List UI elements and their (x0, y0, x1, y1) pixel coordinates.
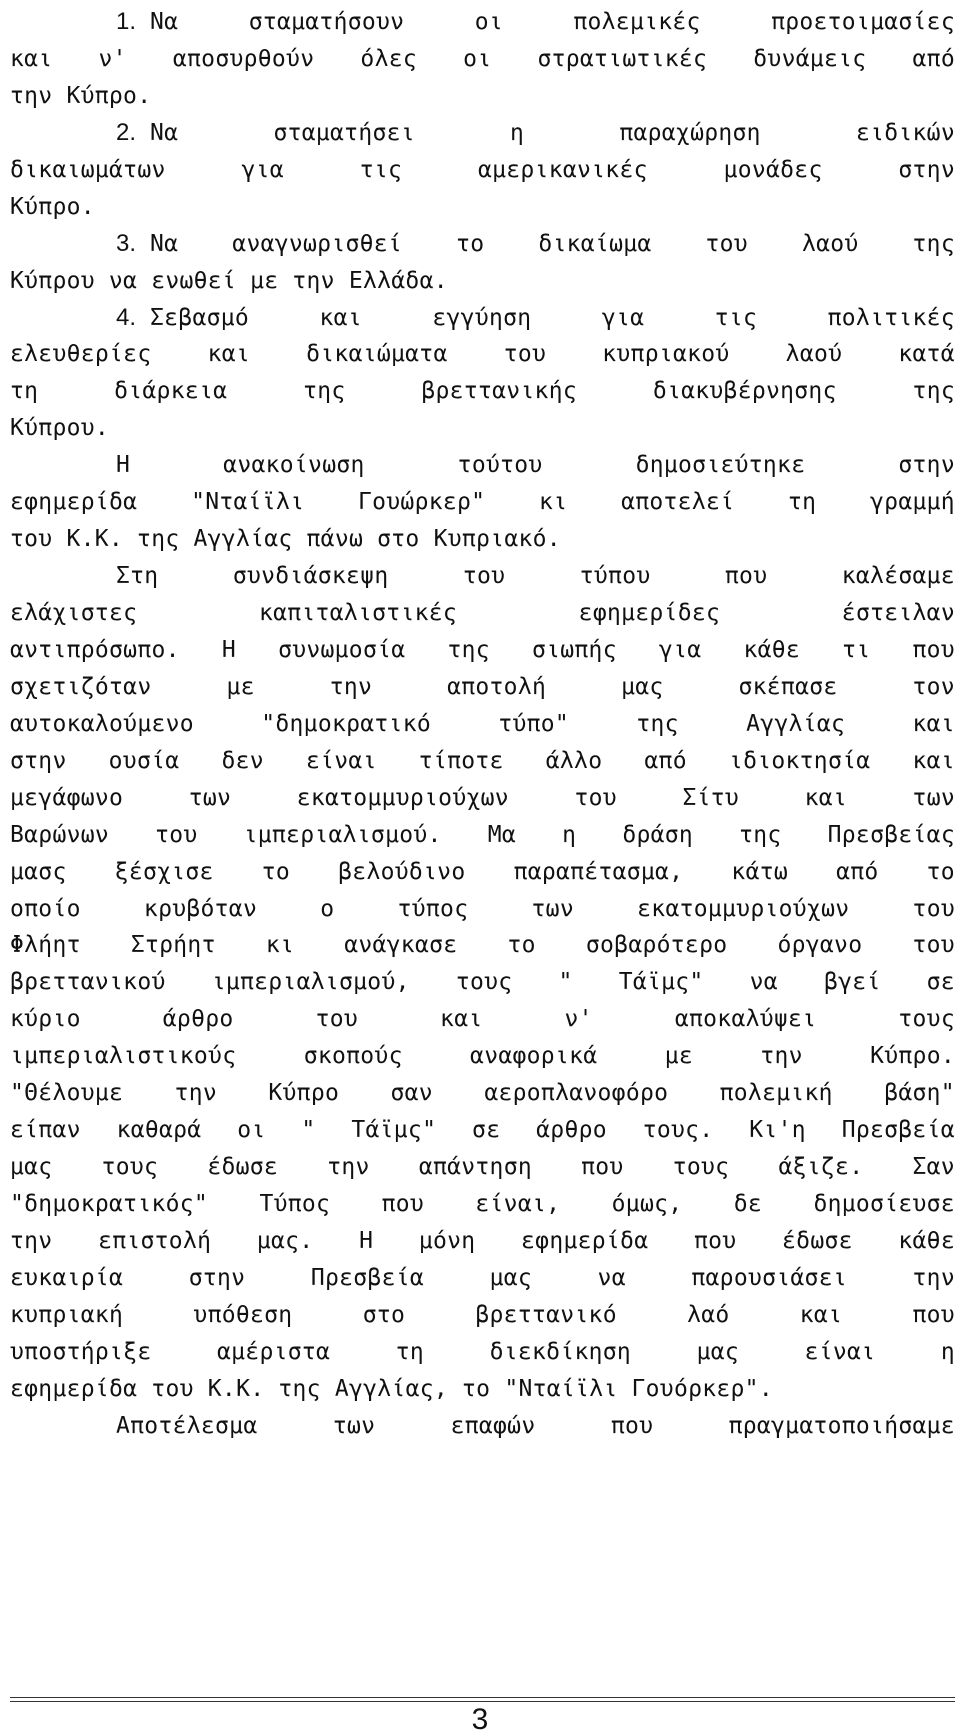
footer-rule-inner (10, 1701, 955, 1702)
line-text: είπαν καθαρά οι " Τάϊμς" σε άρθρο τους. Κι'η Πρεσβεία (10, 1117, 955, 1144)
text-line (10, 1297, 955, 1334)
line-text: ευκαιρία στην Πρεσβεία μας να παρουσιάσει την (10, 1264, 955, 1291)
text-line (10, 336, 955, 373)
text-line (10, 1334, 955, 1371)
line-text: Στη συνδιάσκεψη του τύπου που καλέσαμε (116, 563, 955, 590)
text-line (10, 1149, 955, 1186)
line-text: του Κ.Κ. της Αγγλίας πάνω στο Κυπριακό. (10, 526, 561, 553)
text-line (10, 152, 955, 189)
text-line (10, 743, 955, 780)
text-line (10, 891, 955, 928)
line-text: Αποτέλεσμα των επαφών που πραγματοποιήσαμε (116, 1412, 955, 1439)
text-line (10, 78, 955, 115)
text-line (10, 373, 955, 410)
text-line (10, 927, 955, 964)
text-line (10, 41, 955, 78)
text-line (10, 706, 955, 743)
text-line (10, 780, 955, 817)
list-number: 1. (116, 8, 137, 35)
text-line (10, 1223, 955, 1260)
text-line (10, 1371, 955, 1408)
line-text: δικαιωμάτων για τις αμερικανικές μονάδες στην (10, 156, 955, 183)
text-line (10, 558, 955, 595)
list-number: 3. (116, 229, 137, 257)
line-text: Βαρώνων του ιμπεριαλισμού. Μα η δράση της Πρεσβείας (10, 821, 955, 848)
text-line (10, 595, 955, 632)
list-number: 4. (116, 303, 137, 331)
list-number: 2. (116, 118, 137, 146)
line-text: κυπριακή υπόθεση στο βρεττανικό λαό και που (10, 1301, 955, 1328)
text-line (10, 226, 955, 263)
text-line (10, 669, 955, 706)
text-line (10, 115, 955, 152)
text-line (10, 263, 955, 300)
text-line (10, 1186, 955, 1223)
text-line (10, 1075, 955, 1112)
text-line (10, 189, 955, 226)
text-line (10, 817, 955, 854)
text-line (10, 1001, 955, 1038)
line-text: Η ανακοίνωση τούτου δημοσιεύτηκε στην (116, 452, 955, 479)
line-text: ελευθερίες και δικαιώματα του κυπριακού λαού κατά (10, 341, 955, 368)
line-text: Να σταματήσουν οι πολεμικές προετοιμασίες (150, 9, 955, 35)
text-line (10, 1038, 955, 1075)
line-text: Φλήητ Στρήητ κι ανάγκασε το σοβαρότερο όργανο του (10, 932, 955, 959)
text-line (10, 300, 955, 337)
body-text (10, 4, 955, 1445)
text-line (10, 1112, 955, 1149)
text-line (10, 4, 955, 41)
text-line (10, 410, 955, 447)
line-text: Να σταματήσει η παραχώρηση ειδικών (150, 119, 955, 146)
line-text: ιμπεριαλιστικούς σκοπούς αναφορικά με την Κύπρο. (10, 1043, 955, 1070)
line-text: σχετιζόταν με την αποτολή μας σκέπασε τον (10, 673, 955, 700)
line-text: μεγάφωνο των εκατομμυριούχων του Σίτυ και των (10, 784, 955, 811)
line-text: και ν' αποσυρθούν όλες οι στρατιωτικές δυνάμεις από (10, 45, 955, 72)
text-line (10, 854, 955, 891)
line-text: Κύπρου να ενωθεί με την Ελλάδα. (10, 267, 448, 294)
text-line (10, 447, 955, 484)
line-text: υποστήριξε αμέριστα τη διεκδίκηση μας είναι η (10, 1338, 955, 1365)
line-text: βρεττανικού ιμπεριαλισμού, τους " Τάϊμς" να βγεί σε (10, 969, 955, 996)
line-text: εφημερίδα του Κ.Κ. της Αγγλίας, το "Νταίϊλι Γουόρκερ". (10, 1375, 773, 1402)
line-text: "δημοκρατικός" Τύπος που είναι, όμως, δε δημοσίευσε (10, 1191, 955, 1217)
line-text: οποίο κρυβόταν ο τύπος των εκατομμυριούχων του (10, 895, 955, 922)
line-text: μασς ξέσχισε το βελούδινο παραπέτασμα, κάτω από το (10, 858, 955, 885)
line-text: μας τους έδωσε την απάντηση που τους άξιζε. Σαν (10, 1154, 955, 1181)
line-text: κύριο άρθρο του και ν' αποκαλύψει τους (10, 1006, 955, 1033)
line-text: ελάχιστες καπιταλιστικές εφημερίδες έστειλαν (10, 600, 955, 626)
line-text: στην ουσία δεν είναι τίποτε άλλο από ιδιοκτησία και (10, 747, 955, 774)
text-line (10, 964, 955, 1001)
text-line (10, 484, 955, 521)
line-text: την επιστολή μας. Η μόνη εφημερίδα που έδωσε κάθε (10, 1227, 955, 1254)
line-text: αντιπρόσωπο. Η συνωμοσία της σιωπής για κάθε τι που (10, 636, 955, 663)
text-line (10, 632, 955, 669)
line-text: τη διάρκεια της βρεττανικής διακυβέρνησης της (10, 378, 955, 405)
page-number: 3 (471, 1703, 489, 1736)
line-text: την Κύπρο. (10, 82, 152, 109)
line-text: Να αναγνωρισθεί το δικαίωμα του λαού της (150, 230, 955, 257)
footer-rule (10, 1697, 955, 1698)
line-text: Κύπρου. (10, 415, 110, 442)
text-line (10, 521, 955, 558)
line-text: αυτοκαλούμενο "δημοκρατικό τύπο" της Αγγλίας και (10, 710, 955, 737)
line-text: "Θέλουμε την Κύπρο σαν αεροπλανοφόρο πολεμική βάση" (10, 1080, 955, 1107)
line-text: Σεβασμό και εγγύηση για τις πολιτικές (150, 304, 955, 331)
text-line (10, 1260, 955, 1297)
text-line (10, 1408, 955, 1445)
line-text: εφημερίδα "Νταίϊλι Γουώρκερ" κι αποτελεί τη γραμμή (10, 489, 955, 516)
line-text: Κύπρο. (10, 193, 95, 220)
